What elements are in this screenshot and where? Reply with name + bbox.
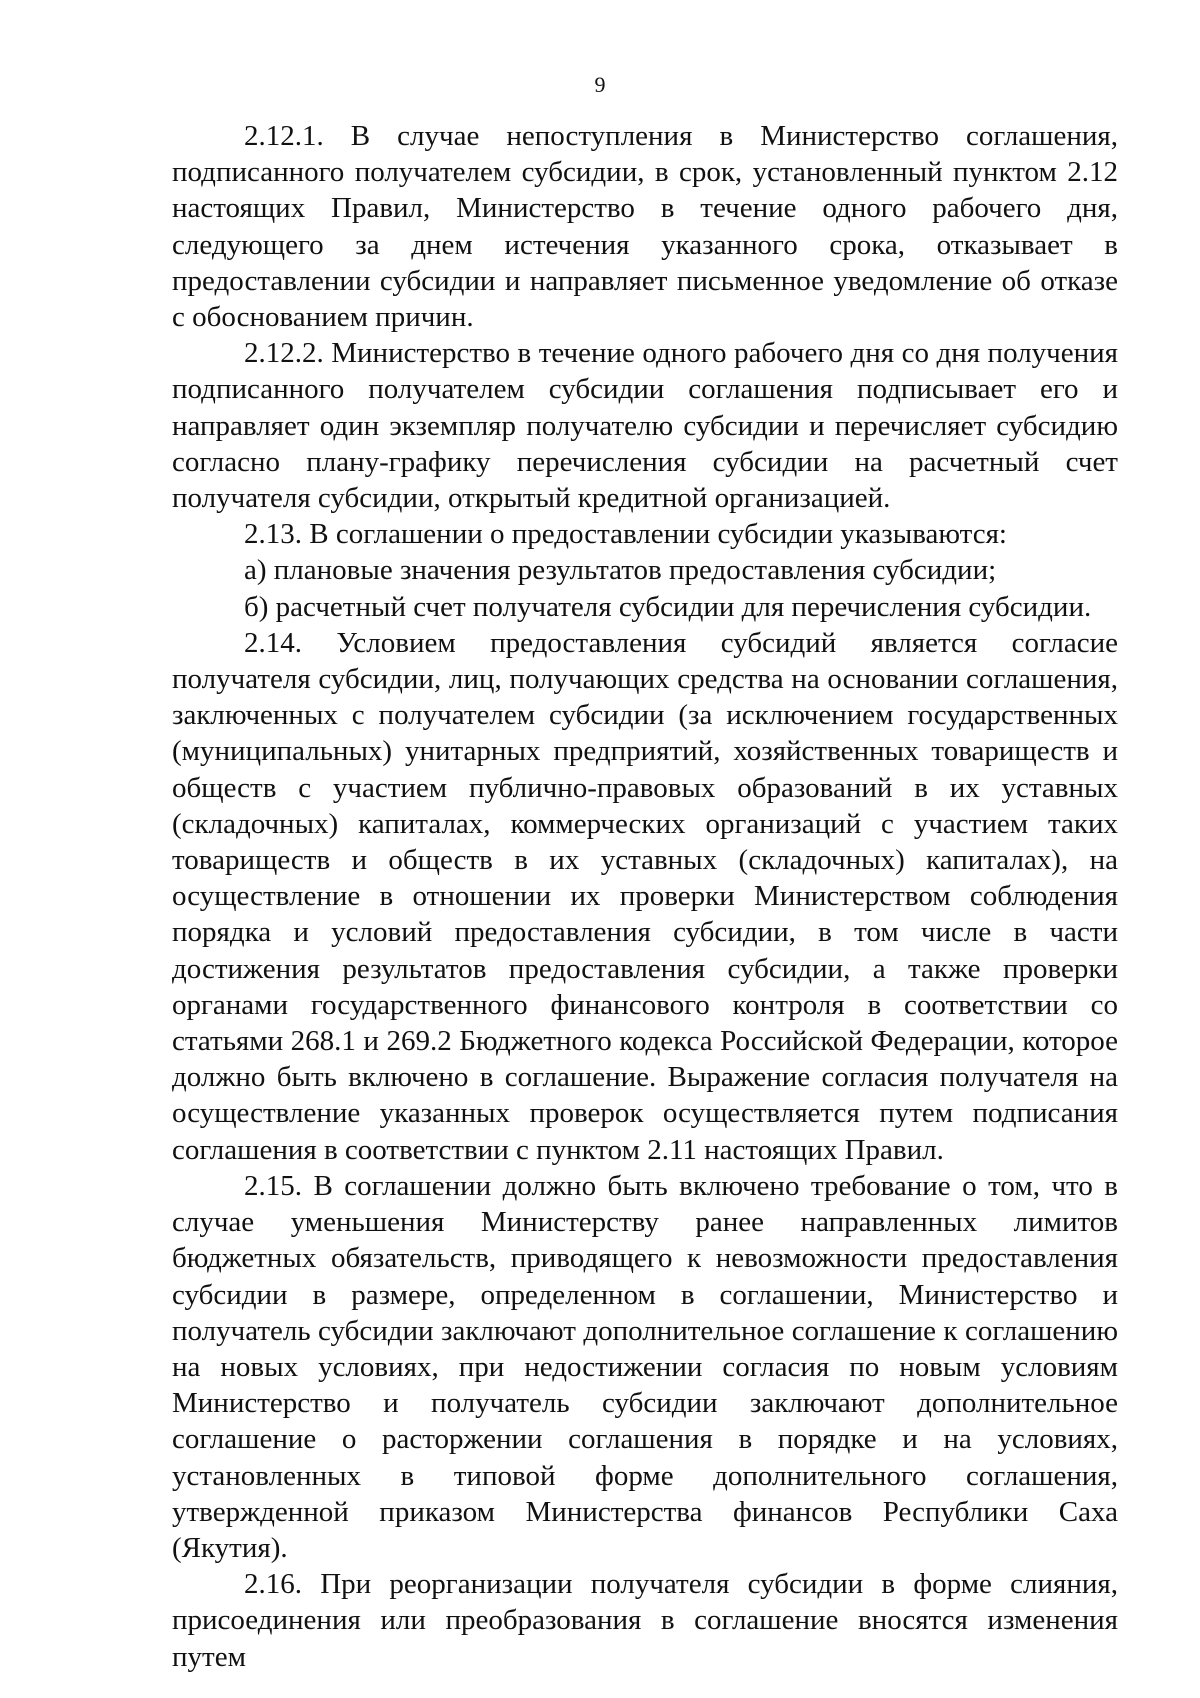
paragraph-2-13-a: а) плановые значения результатов предоставления субсидии; bbox=[244, 554, 997, 587]
paragraph-2-15: 2.15. В соглашении должно быть включено требование о том, что в случае уменьшения Министерству ранее направленных лимитов бюджетных обязательств, приводящего к невозможности предоставления субсидии в размере, определенном в соглашении, Министерство и получатель субсидии заключают дополнительное соглашение к соглашению на новых условиях, при недостижении согласия по новым условиям Министерство и получатель субсидии заключают дополнительное соглашение о расторжении соглашения в порядке и на условиях, установленных в типовой форме дополнительного соглашения, утвержденной приказом Министерства финансов Республики Саха (Якутия). bbox=[172, 1169, 1118, 1564]
paragraph-2-13-b: б) расчетный счет получателя субсидии для перечисления субсидии. bbox=[244, 590, 1092, 623]
page-number: 9 bbox=[594, 72, 606, 97]
paragraph-2-14: 2.14. Условием предоставления субсидий является согласие получателя субсидии, лиц, получающих средства на основании соглашения, заключенных с получателем субсидии (за исключением государственных (муниципальных) унитарных предприятий, хозяйственных товариществ и обществ с участием публично-правовых образований в их уставных (складочных) капиталах, коммерческих организаций с участием таких товариществ и обществ в их уставных (складочных) капиталах), на осуществление в отношении их проверки Министерством соблюдения порядка и условий предоставления субсидии, в том числе в части достижения результатов предоставления субсидии, а также проверки органами государственного финансового контроля в соответствии со статьями 268.1 и 269.2 Бюджетного кодекса Российской Федерации, которое должно быть включено в соглашение. Выражение согласия получателя на осуществление указанных проверок осуществляется путем подписания соглашения в соответствии с пунктом 2.11 настоящих Правил. bbox=[172, 626, 1118, 1166]
paragraph-2-12-1: 2.12.1. В случае непоступления в Министерство соглашения, подписанного получателем субсидии, в срок, установленный пунктом 2.12 настоящих Правил, Министерство в течение одного рабочего дня, следующего за днем истечения указанного срока, отказывает в предоставлении субсидии и направляет письменное уведомление об отказе с обоснованием причин. bbox=[172, 120, 1118, 334]
paragraph-2-16: 2.16. При реорганизации получателя субсидии в форме слияния, присоединения или преобразования в соглашение вносятся изменения путем bbox=[172, 1568, 1118, 1673]
paragraph-2-13: 2.13. В соглашении о предоставлении субсидии указываются: bbox=[244, 518, 1007, 551]
paragraph-2-12-2: 2.12.2. Министерство в течение одного рабочего дня со дня получения подписанного получателем субсидии соглашения подписывает его и направляет один экземпляр получателю субсидии и перечисляет субсидию согласно плану-графику перечисления субсидии на расчетный счет получателя субсидии, открытый кредитной организацией. bbox=[172, 337, 1118, 515]
document-body bbox=[172, 118, 1118, 1675]
